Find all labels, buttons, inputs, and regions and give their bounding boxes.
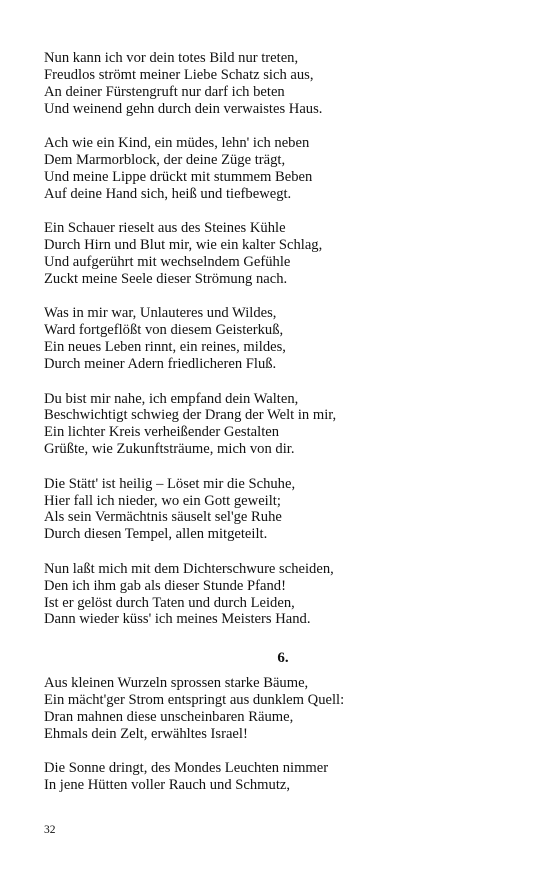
poem-line: Ist er gelöst durch Taten und durch Leiden,: [44, 594, 295, 611]
stanza: [44, 675, 514, 743]
poem-line: Und weinend gehn durch dein verwaistes Haus.: [44, 100, 323, 117]
stanza: [44, 391, 514, 459]
poem-line: Ein lichter Kreis verheißender Gestalten: [44, 424, 280, 441]
poem-line: Durch Hirn und Blut mir, wie ein kalter Schlag,: [44, 237, 323, 254]
poem-line: Grüßte, wie Zukunftsträume, mich von dir.: [44, 441, 295, 458]
poem-line: Ein neues Leben rinnt, ein reines, mildes,: [44, 339, 286, 356]
poem-line: Du bist mir nahe, ich empfand dein Walten,: [44, 390, 299, 407]
stanza: [44, 561, 514, 629]
poem-part-2: [44, 675, 514, 794]
poem-line: Auf deine Hand sich, heiß und tiefbewegt.: [44, 185, 292, 202]
poem-line: Dran mahnen diese unscheinbaren Räume,: [44, 709, 294, 726]
poem-line: Als sein Vermächtnis säuselt sel'ge Ruhe: [44, 509, 282, 526]
poem-line: Den ich ihm gab als dieser Stunde Pfand!: [44, 577, 286, 594]
poem-line: Nun kann ich vor dein totes Bild nur treten,: [44, 50, 299, 66]
poem-line: Durch meiner Adern friedlicheren Fluß.: [44, 356, 277, 373]
poem-line: Ein Schauer rieselt aus des Steines Kühle: [44, 220, 286, 237]
stanza: [44, 476, 514, 544]
poem-line: Durch diesen Tempel, allen mitgeteilt.: [44, 526, 268, 543]
stanza: [44, 760, 514, 794]
poem-line: Hier fall ich nieder, wo ein Gott geweilt;: [44, 492, 281, 509]
poem-line: Beschwichtigt schwieg der Drang der Welt in mir,: [44, 407, 337, 424]
poem-line: In jene Hütten voller Rauch und Schmutz,: [44, 777, 291, 794]
poem-line: Ehmals dein Zelt, erwähltes Israel!: [44, 726, 248, 742]
poem-line: Aus kleinen Wurzeln sprossen starke Bäume,: [44, 675, 309, 692]
poem-line: Zuckt meine Seele dieser Strömung nach.: [44, 270, 288, 287]
poem-line: Dem Marmorblock, der deine Züge trägt,: [44, 152, 286, 169]
poem-line: Ach wie ein Kind, ein müdes, lehn' ich neben: [44, 135, 310, 152]
poem-line: Was in mir war, Unlauteres und Wildes,: [44, 305, 277, 322]
page-number: 32: [44, 824, 56, 836]
section-number: 6.: [277, 650, 289, 667]
poem-line: Nun laßt mich mit dem Dichterschwure scheiden,: [44, 560, 334, 577]
poem-line: An deiner Fürstengruft nur darf ich beten: [44, 83, 285, 100]
stanza: [44, 305, 514, 373]
poem-page: [44, 50, 514, 812]
poem-line: Dann wieder küss' ich meines Meisters Hand.: [44, 611, 311, 628]
poem-line: Und aufgerührt mit wechselndem Gefühle: [44, 254, 291, 271]
stanza: [44, 135, 514, 203]
poem-part-1: [44, 50, 514, 628]
stanza: [44, 50, 514, 118]
poem-line: Die Sonne dringt, des Mondes Leuchten nimmer: [44, 760, 329, 777]
poem-line: Ein mächt'ger Strom entspringt aus dunklem Quell:: [44, 692, 345, 709]
poem-line: Und meine Lippe drückt mit stummem Beben: [44, 168, 313, 185]
poem-line: Freudlos strömt meiner Liebe Schatz sich aus,: [44, 66, 314, 83]
poem-line: Ward fortgeflößt von diesem Geisterkuß,: [44, 322, 284, 339]
stanza: [44, 220, 514, 288]
poem-line: Die Stätt' ist heilig – Löset mir die Schuhe,: [44, 475, 296, 492]
